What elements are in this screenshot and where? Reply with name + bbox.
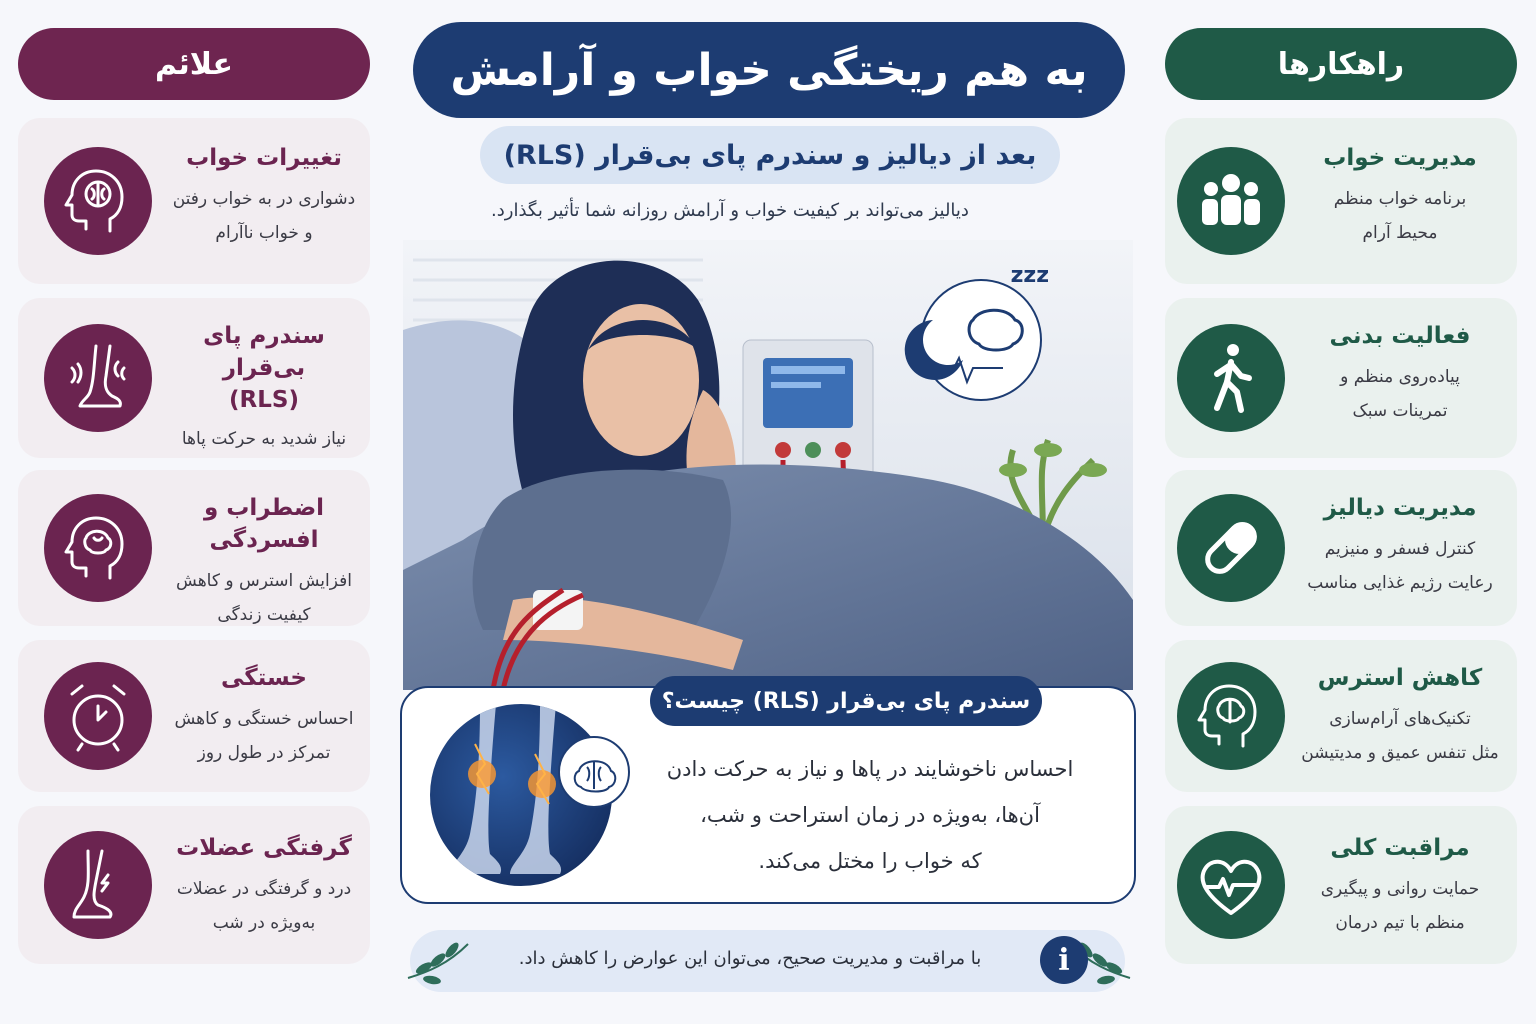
solution-desc: حمایت روانی و پیگیری منظم با تیم درمان bbox=[1320, 879, 1480, 933]
symptom-desc: دشواری در به خواب رفتن و خواب ناآرام bbox=[172, 189, 356, 243]
symptom-card-anxiety bbox=[18, 470, 370, 626]
intro-text: دیالیز می‌تواند بر کیفیت خواب و آرامش روزانه شما تأثیر بگذارد. bbox=[491, 200, 969, 221]
patient-photo bbox=[403, 240, 1133, 690]
people-icon bbox=[1177, 147, 1285, 255]
symptom-card-cramps bbox=[18, 806, 370, 964]
pill-icon bbox=[1177, 494, 1285, 602]
calm-head-icon bbox=[1177, 662, 1285, 770]
symptom-desc: نیاز شدید به حرکت پاها bbox=[181, 429, 347, 449]
rls-description: احساس ناخوشایند در پاها و نیاز به حرکت دادن آن‌ها، به‌ویژه در زمان استراحت و شب، که خواب را مختل می‌کند. bbox=[666, 757, 1074, 873]
symptom-title-sub: (RLS) bbox=[229, 387, 299, 413]
solution-title: مدیریت خواب bbox=[1323, 145, 1477, 171]
symptom-title: گرفتگی عضلات bbox=[176, 835, 352, 861]
solution-card-stress bbox=[1165, 640, 1517, 792]
symptom-card-fatigue bbox=[18, 640, 370, 792]
solutions-header: راهکارها bbox=[1165, 28, 1517, 100]
leaf-branch-left-icon bbox=[404, 928, 474, 994]
solution-card-sleep bbox=[1165, 118, 1517, 284]
rls-heading: سندرم پای بی‌قرار (RLS) چیست؟ bbox=[650, 676, 1042, 726]
solution-card-dialysis bbox=[1165, 470, 1517, 626]
symptom-title: تغییرات خواب bbox=[186, 145, 342, 171]
restless-legs-icon bbox=[44, 324, 152, 432]
page-subtitle: بعد از دیالیز و سندرم پای بی‌قرار (RLS) bbox=[480, 126, 1060, 184]
leg-cramp-icon bbox=[44, 831, 152, 939]
symptoms-header: علائم bbox=[18, 28, 370, 100]
page-title: به هم ریختگی خواب و آرامش bbox=[413, 22, 1125, 118]
symptom-desc: درد و گرفتگی در عضلات به‌ویژه در شب bbox=[176, 879, 352, 933]
sleep-zzz: zzz bbox=[1010, 263, 1049, 288]
anxious-head-icon bbox=[44, 494, 152, 602]
symptom-desc: احساس خستگی و کاهش تمرکز در طول روز bbox=[174, 709, 354, 763]
info-icon: i bbox=[1040, 936, 1088, 984]
solution-title: مدیریت دیالیز bbox=[1323, 495, 1477, 521]
solution-card-overall-care bbox=[1165, 806, 1517, 964]
walking-icon bbox=[1177, 324, 1285, 432]
alarm-clock-icon bbox=[44, 662, 152, 770]
solution-desc: تکنیک‌های آرام‌سازی مثل تنفس عمیق و مدیتیشن bbox=[1301, 709, 1499, 763]
solution-title: کاهش استرس bbox=[1317, 665, 1483, 691]
symptom-title: سندرم پای بی‌قرار bbox=[203, 323, 325, 381]
solution-desc: برنامه خواب منظم محیط آرام bbox=[1333, 189, 1467, 243]
symptom-title: خستگی bbox=[220, 665, 307, 691]
symptom-card-rls bbox=[18, 298, 370, 458]
symptom-title: اضطراب و افسردگی bbox=[203, 495, 325, 553]
symptom-desc: افزایش استرس و کاهش کیفیت زندگی bbox=[176, 571, 352, 625]
heart-pulse-icon bbox=[1177, 831, 1285, 939]
footer-text: با مراقبت و مدیریت صحیح، می‌توان این عوارض را کاهش داد. bbox=[518, 948, 982, 969]
solution-title: فعالیت بدنی bbox=[1329, 323, 1471, 349]
solution-title: مراقبت کلی bbox=[1330, 835, 1470, 861]
brain-head-icon bbox=[44, 147, 152, 255]
symptom-card-sleep-changes bbox=[18, 118, 370, 284]
solution-card-activity bbox=[1165, 298, 1517, 458]
brain-icon bbox=[558, 736, 630, 808]
solution-desc: پیاده‌روی منظم و تمرینات سبک bbox=[1340, 367, 1460, 421]
solution-desc: کنترل فسفر و منیزیم رعایت رژیم غذایی مناسب bbox=[1307, 539, 1493, 593]
